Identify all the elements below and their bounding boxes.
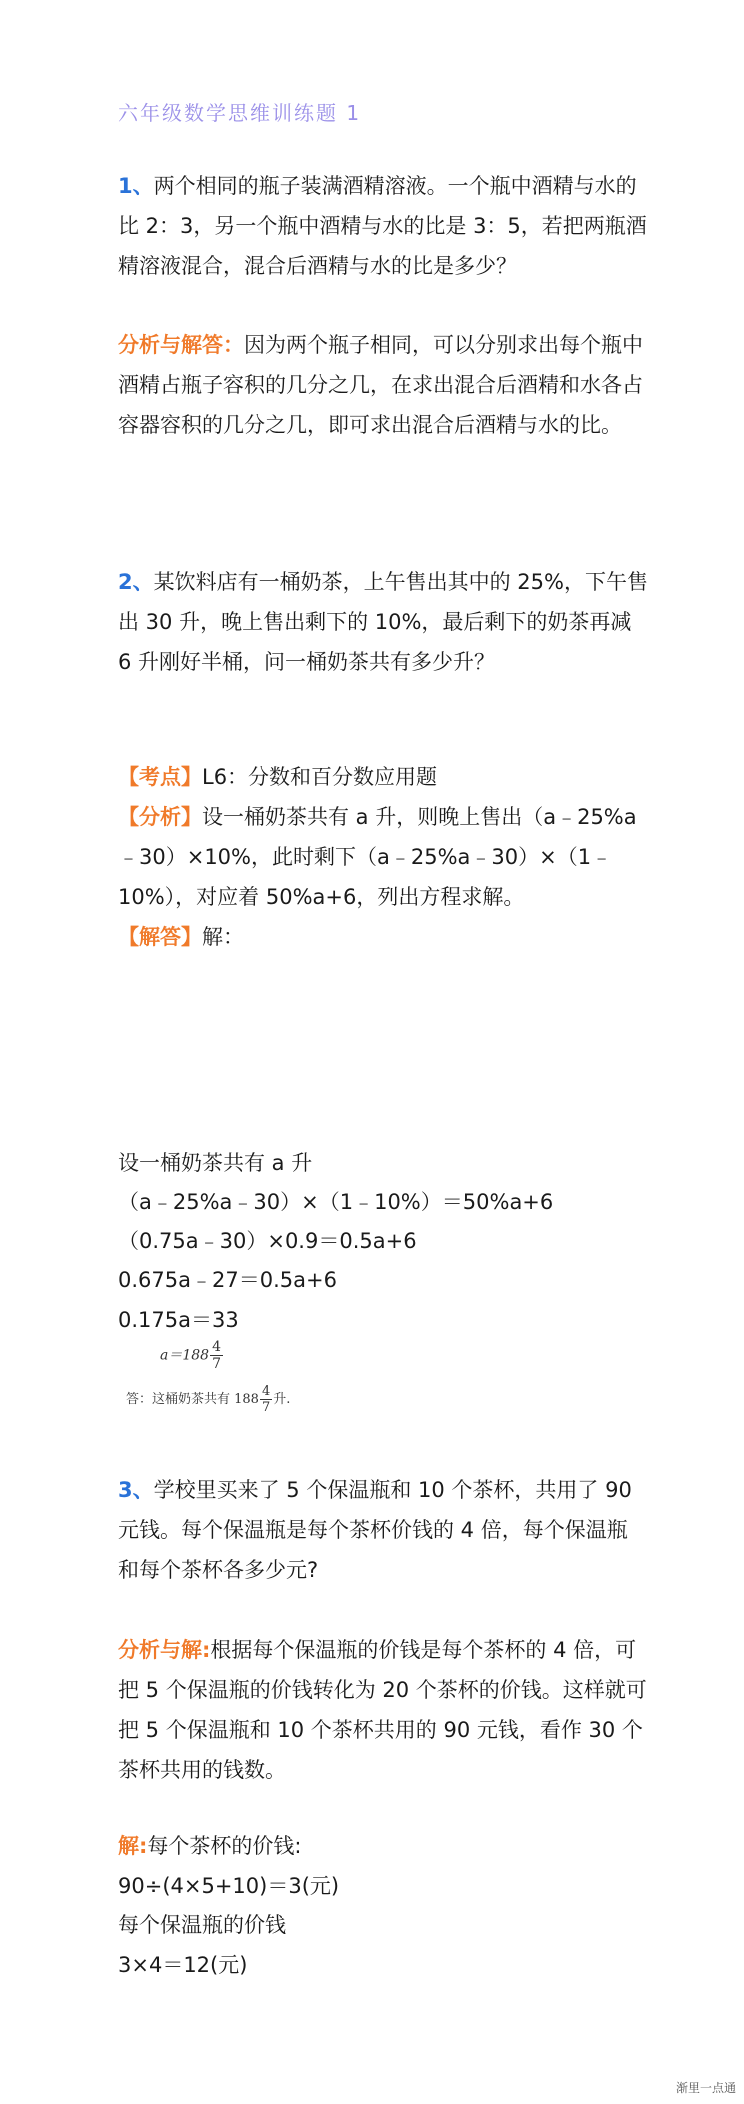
fraction-numerator: 4: [212, 1339, 221, 1355]
fenxi-line: [118, 797, 648, 917]
a-value-equation: [160, 1340, 224, 1371]
fraction: [260, 1385, 272, 1414]
answer-3-text: 根据每个保温瓶的价钱是每个茶杯的 4 倍，可把 5 个保温瓶的价钱转化为 20 个茶杯的价钱。这样就可把 5 个保温瓶和 10 个茶杯共用的 90 元钱，看作 30 个茶杯共用的钱数。: [118, 1638, 647, 1782]
solution-2-line: （a﹣25%a﹣30）×（1﹣10%）＝50%a+6: [118, 1190, 554, 1214]
question-1-text: 两个相同的瓶子装满酒精溶液。一个瓶中酒精与水的比 2：3，另一个瓶中酒精与水的比是 3：5，若把两瓶酒精溶液混合，混合后酒精与水的比是多少？: [118, 174, 647, 278]
fraction: [210, 1340, 223, 1371]
document-title: 六年级数学思维训练题 1: [118, 101, 362, 125]
footer-watermark: 渐里一点通: [675, 2081, 736, 2095]
solution-2-line: 0.675a﹣27＝0.5a+6: [118, 1268, 337, 1292]
kaodian-line: [118, 757, 648, 797]
answer-3-label: 分析与解:: [118, 1638, 211, 1662]
question-2-text: 某饮料店有一桶奶茶，上午售出其中的 25%，下午售出 30 升，晚上售出剩下的 10%，最后剩下的奶茶再减 6 升刚好半桶，问一桶奶茶共有多少升？: [118, 570, 648, 674]
solution-3-text: 每个茶杯的价钱:: [147, 1834, 302, 1858]
solution-3-line: 3×4＝12(元): [118, 1953, 248, 1977]
question-1-number: 1、: [118, 174, 154, 198]
answer-2: [118, 757, 648, 957]
solution-2-line: （0.75a﹣30）×0.9＝0.5a+6: [118, 1229, 417, 1253]
question-3-text: 学校里买来了 5 个保温瓶和 10 个茶杯，共用了 90 元钱。每个保温瓶是每个茶杯价钱的 4 倍，每个保温瓶和每个茶杯各多少元?: [118, 1478, 632, 1582]
solution-3-line: 90÷(4×5+10)＝3(元): [118, 1874, 340, 1898]
answer-2-statement: [126, 1385, 290, 1414]
question-2-number: 2、: [118, 570, 154, 594]
fraction-denominator: 7: [261, 1400, 271, 1415]
answer-3-analysis: [118, 1630, 648, 1790]
fraction-numerator: 4: [261, 1384, 271, 1399]
a-value-text: a＝188: [160, 1347, 210, 1364]
jieda-line: [118, 917, 648, 957]
question-2: [118, 562, 648, 682]
fenxi-label: 【分析】: [118, 805, 202, 829]
solution-3-label: 解:: [118, 1834, 148, 1858]
solution-2-line: 设一桶奶茶共有 a 升: [118, 1151, 313, 1175]
answer-2-suffix: 升.: [273, 1392, 291, 1407]
jieda-text: 解：: [202, 925, 244, 949]
question-3-number: 3、: [118, 1478, 154, 1502]
fraction-denominator: 7: [212, 1356, 221, 1372]
question-1: [118, 166, 648, 286]
solution-3-line: [118, 1826, 301, 1866]
answer-1-text: 因为两个瓶子相同，可以分别求出每个瓶中酒精占瓶子容积的几分之几，在求出混合后酒精和水各占容器容积的几分之几，即可求出混合后酒精与水的比。: [118, 333, 643, 437]
solution-3-line: 每个保温瓶的价钱: [118, 1913, 286, 1937]
kaodian-text: L6：分数和百分数应用题: [202, 765, 438, 789]
solution-2-line: 0.175a＝33: [118, 1308, 239, 1332]
question-3: [118, 1470, 648, 1590]
kaodian-label: 【考点】: [118, 765, 202, 789]
answer-1: [118, 325, 648, 445]
answer-1-label: 分析与解答：: [118, 333, 244, 357]
answer-2-prefix: 答：这桶奶茶共有 188: [126, 1392, 259, 1407]
jieda-label: 【解答】: [118, 925, 202, 949]
fenxi-text: 设一桶奶茶共有 a 升，则晚上售出（a﹣25%a﹣30）×10%，此时剩下（a﹣25%a﹣30）×（1﹣10%），对应着 50%a+6，列出方程求解。: [118, 805, 637, 909]
